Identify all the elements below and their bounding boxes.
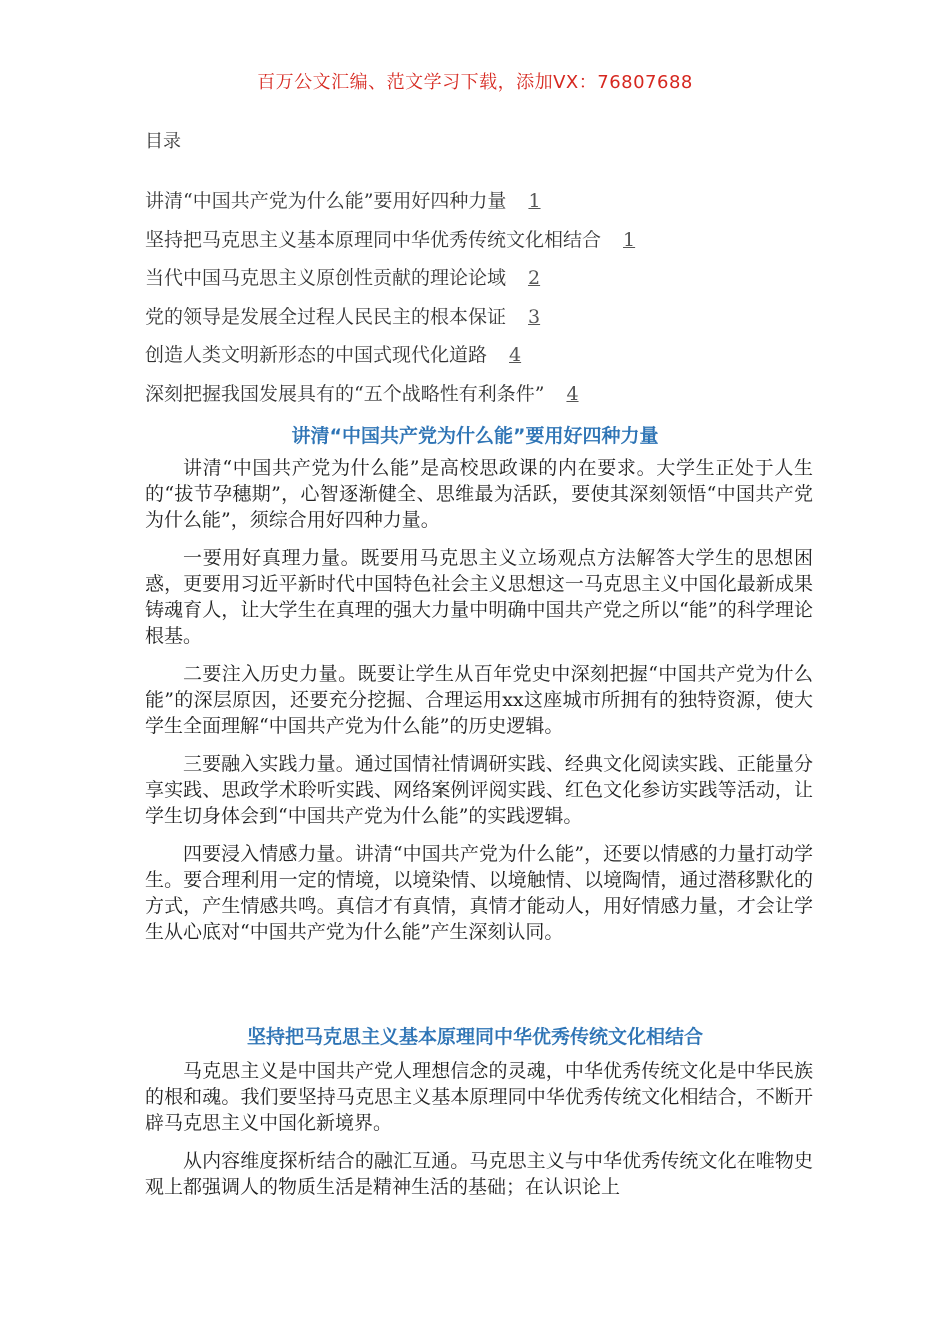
- paragraph: 马克思主义是中国共产党人理想信念的灵魂，中华优秀传统文化是中华民族的根和魂。我们要坚持马克思主义基本原理同中华优秀传统文化相结合，不断开辟马克思主义中国化新境界。: [145, 1060, 813, 1134]
- toc-item[interactable]: [145, 186, 825, 225]
- toc-item-label: 当代中国马克思主义原创性贡献的理论论域: [145, 267, 507, 289]
- toc-item-label: 坚持把马克思主义基本原理同中华优秀传统文化相结合: [145, 228, 602, 251]
- section-body-marxism-culture: [145, 1058, 813, 1212]
- paragraph: 一要用好真理力量。既要用马克思主义立场观点方法解答大学生的思想困惑，更要用习近平新时代中国特色社会主义思想这一马克思主义中国化最新成果铸魂育人，让大学生在真理的强大力量中明确中国共产党之所以“能”的科学理论根基。: [145, 547, 813, 647]
- toc-item-label: 深刻把握我国发展具有的“五个战略性有利条件”: [145, 382, 545, 405]
- toc-item-label: 讲清“中国共产党为什么能”要用好四种力量: [145, 190, 507, 212]
- toc-item[interactable]: [145, 225, 825, 264]
- toc-item-page-link[interactable]: 1: [528, 190, 541, 212]
- table-of-contents: [145, 186, 825, 417]
- toc-item[interactable]: [145, 340, 825, 379]
- section-heading-marxism-culture: 坚持把马克思主义基本原理同中华优秀传统文化相结合: [246, 1026, 703, 1048]
- toc-item-label: 创造人类文明新形态的中国式现代化道路: [145, 344, 488, 366]
- toc-item-page-link[interactable]: 4: [509, 344, 522, 366]
- toc-item-page-link[interactable]: 4: [566, 382, 579, 405]
- toc-item-page-link[interactable]: 3: [528, 305, 541, 328]
- toc-item[interactable]: [145, 302, 825, 341]
- paragraph: 三要融入实践力量。通过国情社情调研实践、经典文化阅读实践、正能量分享实践、思政学术聆听实践、网络案例评阅实践、红色文化参访实践等活动，让学生切身体会到“中国共产党为什么能”的实践逻辑。: [145, 753, 813, 827]
- toc-item[interactable]: [145, 263, 825, 302]
- paragraph: 讲清“中国共产党为什么能”是高校思政课的内在要求。大学生正处于人生的“拔节孕穗期”，心智逐渐健全、思维最为活跃，要使其深刻领悟“中国共产党为什么能”，须综合用好四种力量。: [145, 457, 813, 531]
- toc-title: 目录: [145, 131, 181, 152]
- toc-item-page-link[interactable]: 2: [528, 267, 541, 289]
- toc-item-label: 党的领导是发展全过程人民民主的根本保证: [145, 305, 507, 328]
- paragraph: 二要注入历史力量。既要让学生从百年党史中深刻把握“中国共产党为什么能”的深层原因，还要充分挖掘、合理运用xx这座城市所拥有的独特资源，使大学生全面理解“中国共产党为什么能”的历史逻辑。: [145, 663, 813, 737]
- toc-item[interactable]: [145, 379, 825, 418]
- paragraph: 从内容维度探析结合的融汇互通。马克思主义与中华优秀传统文化在唯物史观上都强调人的物质生活是精神生活的基础；在认识论上: [145, 1150, 813, 1198]
- promo-banner: 百万公文汇编、范文学习下载，添加VX：76807688: [257, 72, 693, 93]
- section-body-four-forces: [145, 455, 813, 957]
- section-heading-four-forces: 讲清“中国共产党为什么能”要用好四种力量: [291, 425, 659, 447]
- toc-item-page-link[interactable]: 1: [623, 228, 636, 251]
- paragraph: 四要浸入情感力量。讲清“中国共产党为什么能”，还要以情感的力量打动学生。要合理利用一定的情境，以境染情、以境触情、以境陶情，通过潜移默化的方式，产生情感共鸣。真信才有真情，真情才能动人，用好情感力量，才会让学生从心底对“中国共产党为什么能”产生深刻认同。: [145, 843, 813, 943]
